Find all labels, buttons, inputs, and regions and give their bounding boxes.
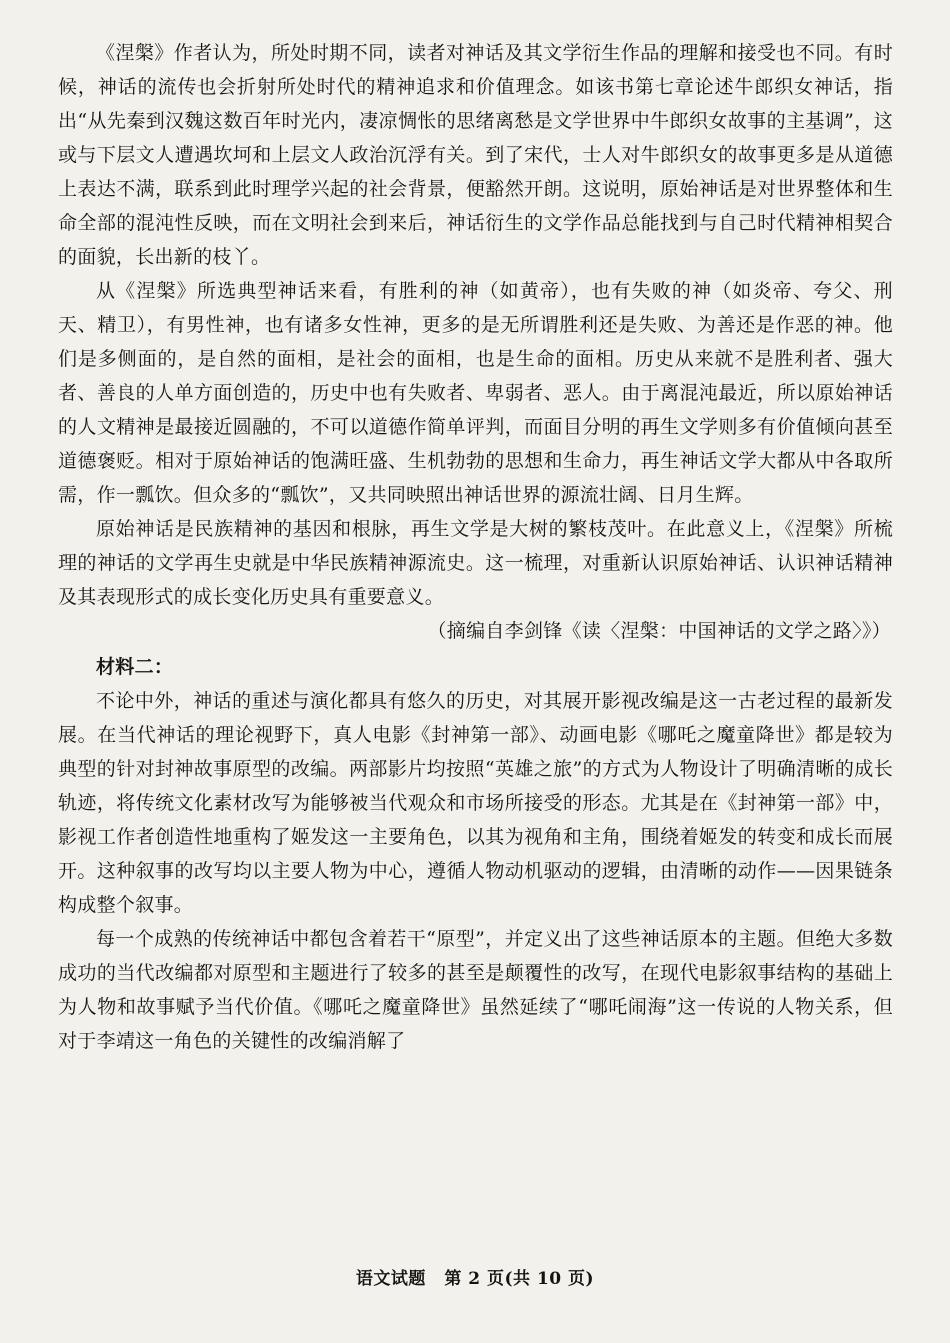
paragraph-4: 不论中外，神话的重述与演化都具有悠久的历史，对其展开影视改编是这一古老过程的最新发展。在当代神话的理论视野下，真人电影《封神第一部》、动画电影《哪吒之魔童降世》都是较为典型的针对封神故事原型的改编。两部影片均按照“英雄之旅”的方式为人物设计了明确清晰的成长轨迹，将传统文化素材改写为能够被当代观众和市场所接受的形态。尤其是在《封神第一部》中，影视工作者创造性地重构了姬发这一主要角色，以其为视角和主角，围绕着姬发的转变和成长而展开。这种叙事的改写均以主要人物为中心，遵循人物动机驱动的逻辑，由清晰的动作——因果链条构成整个叙事。 xyxy=(58,690,893,916)
source-citation: （摘编自李剑锋《读〈涅槃：中国神话的文学之路〉》） xyxy=(427,620,891,642)
paragraph-1: 《涅槃》作者认为，所处时期不同，读者对神话及其文学衍生作品的理解和接受也不同。有时候，神话的流传也会折射所处时代的精神追求和价值理念。如该书第七章论述牛郎织女神话，指出“从先秦到汉魏这数百年时光内，凄凉惆怅的思绪离愁是文学世界中牛郎织女故事的主基调”，这或与下层文人遭遇坎坷和上层文人政治沉浮有关。到了宋代，士人对牛郎织女的故事更多是从道德上表达不满，联系到此时理学兴起的社会背景，便豁然开朗。这说明，原始神话是对世界整体和生命全部的混沌性反映，而在文明社会到来后，神话衍生的文学作品总能找到与自己时代精神相契合的面貌，长出新的枝丫。 xyxy=(58,42,893,268)
article-body xyxy=(58,36,893,1058)
paragraph-2: 从《涅槃》所选典型神话来看，有胜利的神（如黄帝），也有失败的神（如炎帝、夸父、刑天、精卫），有男性神，也有诸多女性神，更多的是无所谓胜利还是失败、为善还是作恶的神。他们是多侧面的，是自然的面相，是社会的面相，也是生命的面相。历史从来就不是胜利者、强大者、善良的人单方面创造的，历史中也有失败者、卑弱者、恶人。由于离混沌最近，所以原始神话的人文精神是最接近圆融的，不可以道德作简单评判，而面目分明的再生文学则多有价值倾向甚至道德褒贬。相对于原始神话的饱满旺盛、生机勃勃的思想和生命力，再生神话文学大都从中各取所需，作一瓢饮。但众多的“瓢饮”，又共同映照出神话世界的源流壮阔、日月生辉。 xyxy=(58,280,893,506)
paragraph-3: 原始神话是民族精神的基因和根脉，再生文学是大树的繁枝茂叶。在此意义上，《涅槃》所梳理的神话的文学再生史就是中华民族精神源流史。这一梳理，对重新认识原始神话、认识神话精神及其表现形式的成长变化历史具有重要意义。 xyxy=(58,518,893,608)
footer-subject: 语文试题 xyxy=(355,1269,426,1289)
section-heading-material-2: 材料二： xyxy=(96,656,174,678)
paragraph-5: 每一个成熟的传统神话中都包含着若干“原型”，并定义出了这些神话原本的主题。但绝大多数成功的当代改编都对原型和主题进行了较多的甚至是颠覆性的改写，在现代电影叙事结构的基础上为人物和故事赋予当代价值。《哪吒之魔童降世》虽然延续了“哪吒闹海”这一传说的人物关系，但对于李靖这一角色的关键性的改编消解了 xyxy=(58,928,893,1052)
footer-page-number: 第 2 页(共 10 页) xyxy=(444,1269,595,1289)
page-footer xyxy=(0,1264,950,1289)
